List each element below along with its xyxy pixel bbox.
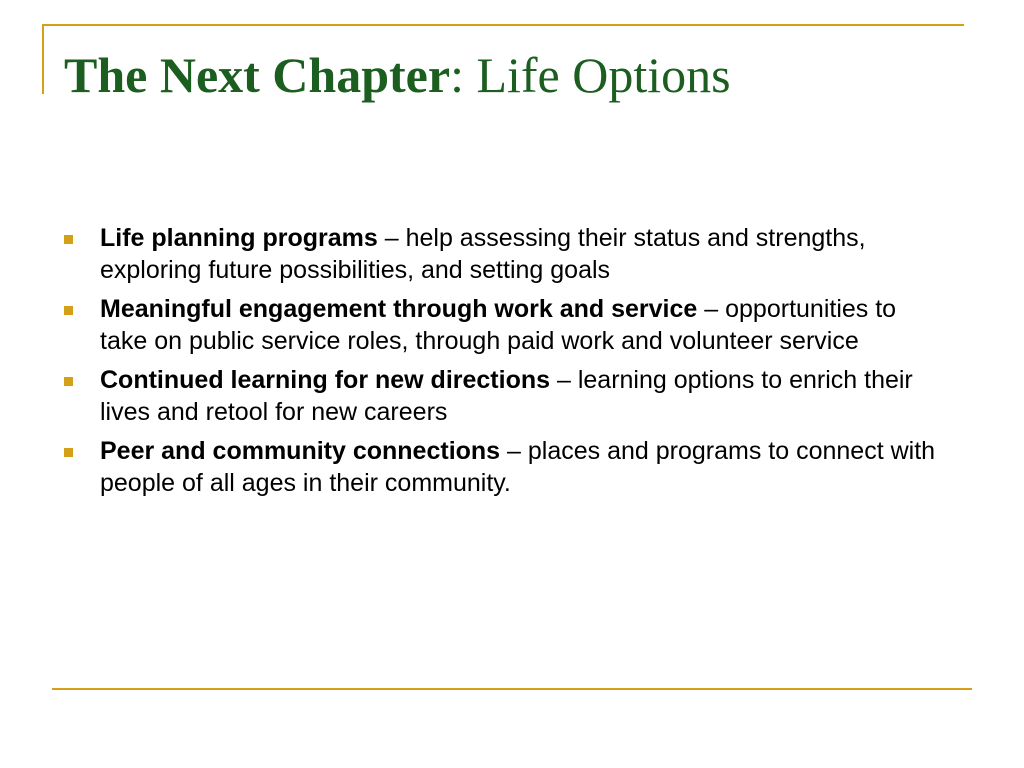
slide-title-separator: : bbox=[450, 47, 464, 103]
bullet-description: – learning options to enrich their lives and retool for new careers bbox=[100, 366, 913, 426]
square-bullet-icon bbox=[64, 235, 73, 244]
bullet-description: – help assessing their status and strengths, exploring future possibilities, and setting goals bbox=[100, 224, 866, 284]
bullet-term: Life planning programs bbox=[100, 224, 378, 252]
slide-title bbox=[64, 40, 731, 110]
bullet-term: Peer and community connections bbox=[100, 437, 501, 465]
bullet-description: – places and programs to connect with people of all ages in their community. bbox=[100, 437, 936, 497]
slide-title-normal: Life Options bbox=[463, 47, 731, 103]
square-bullet-icon bbox=[64, 306, 73, 315]
bullet-item bbox=[62, 293, 942, 357]
top-accent-line bbox=[42, 24, 964, 26]
slide-title-bold: The Next Chapter bbox=[64, 47, 451, 103]
bullet-description: – opportunities to take on public service roles, through paid work and volunteer service bbox=[100, 295, 897, 355]
bottom-accent-line bbox=[52, 688, 972, 690]
bullet-item bbox=[62, 435, 942, 499]
left-accent-line bbox=[42, 24, 44, 94]
square-bullet-icon bbox=[64, 448, 73, 457]
bullet-item bbox=[62, 222, 942, 286]
square-bullet-icon bbox=[64, 377, 73, 386]
bullet-list bbox=[62, 222, 942, 506]
bullet-term: Continued learning for new directions bbox=[100, 366, 551, 394]
bullet-term: Meaningful engagement through work and service bbox=[100, 295, 698, 323]
bullet-item bbox=[62, 364, 942, 428]
